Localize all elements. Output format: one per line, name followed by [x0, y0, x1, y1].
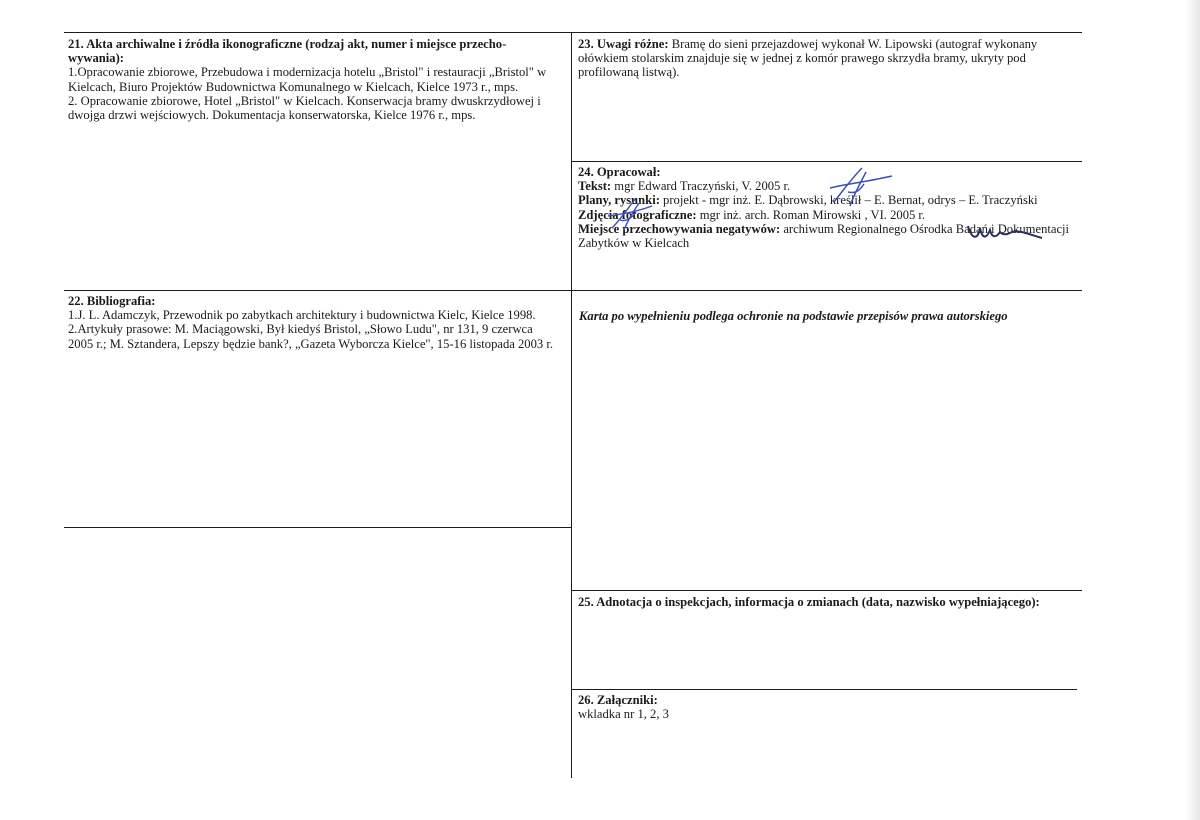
- section-21-item-2: 2. Opracowanie zbiorowe, Hotel „Bristol" w Kielcach. Konserwacja bramy dwuskrzydłowej i dwojga drzwi wejściowych. Dokumentacja konserwatorska, Kielce 1976 r., mps.: [68, 93, 541, 123]
- section-26-text: wkladka nr 1, 2, 3: [578, 707, 669, 722]
- copyright-note-text: Karta po wypełnieniu podlega ochronie na podstawie przepisów prawa autorskiego: [579, 309, 1008, 323]
- rule-right-note: [572, 290, 1082, 291]
- signature-zdjecia: [964, 218, 1044, 244]
- rule-left-bottom: [64, 527, 571, 528]
- rule-left-22: [64, 290, 571, 291]
- section-23-text: Bramę do sieni przejazdowej wykonał W. Lipowski (autograf wykonany ołówkiem stolarskim znajduje się w jednej z komór prawego skrzydła bramy, ukryty pod profilowaną listwą).: [578, 37, 1038, 80]
- section-21-item-1: 1.Opracowanie zbiorowe, Przebudowa i modernizacja hotelu „Bristol" i restauracji „Bristol" w Kielcach, Biuro Projektów Budownictwa Komunalnego w Kielcach, Kielce 1973 r., mps.: [68, 65, 547, 94]
- plany-value: projekt - mgr inż. E. Dąbrowski, kreślił – E. Bernat, odrys – E. Traczyński: [663, 193, 1038, 208]
- section-21: [68, 37, 565, 122]
- top-rule-right: [572, 32, 1082, 33]
- section-23-heading: 23. Uwagi różne:: [578, 37, 669, 51]
- section-23: [578, 37, 1073, 80]
- zdjecia-label: Zdjęcia fotograficzne:: [578, 207, 697, 222]
- tekst-value: mgr Edward Traczyński, V. 2005 r.: [614, 179, 791, 194]
- tekst-label: Tekst:: [578, 179, 612, 194]
- section-22-item-2: 2.Artykuły prasowe: M. Maciągowski, Był kiedyś Bristol, „Słowo Ludu", nr 131, 9 czerwca 2005 r.; M. Sztandera, Lepszy będzie bank?, „Gazeta Wyborcza Kielce", 15-16 listopada 2003 r.: [68, 322, 553, 351]
- section-25: [578, 595, 1073, 609]
- plany-label: Plany, rysunki:: [578, 193, 660, 208]
- copyright-note: [579, 309, 1079, 323]
- top-rule-left: [64, 32, 571, 33]
- zdjecia-value: mgr inż. arch. Roman Mirowski , VI. 2005 r.: [699, 207, 926, 222]
- section-21-heading: 21. Akta archiwalne i źródła ikonograficzne (rodzaj akt, numer i miejsce przecho- wywania):: [68, 37, 507, 66]
- scan-edge: [1186, 0, 1200, 820]
- rule-right-25: [572, 590, 1082, 591]
- rule-right-26: [572, 689, 1077, 690]
- section-22-heading: 22. Bibliografia:: [68, 294, 156, 308]
- miejsce-label: Miejsce przechowywania negatywów:: [578, 221, 781, 236]
- section-26-heading: 26. Załączniki:: [578, 693, 658, 707]
- section-26: [578, 693, 1073, 721]
- column-divider: [571, 32, 572, 778]
- section-25-heading: 25. Adnotacja o inspekcjach, informacja o zmianach (data, nazwisko wypełniającego):: [578, 595, 1040, 609]
- signature-plany: [606, 194, 654, 234]
- section-22: [68, 294, 558, 351]
- signature-tekst: [826, 162, 896, 210]
- miejsce-value: archiwum Regionalnego Ośrodka Badań i Dokumentacji Zabytków w Kielcach: [578, 221, 1070, 251]
- section-22-item-1: 1.J. L. Adamczyk, Przewodnik po zabytkach architektury i budownictwa Kielc, Kielce 1998.: [68, 308, 536, 323]
- section-24-heading: 24. Opracował:: [578, 165, 661, 179]
